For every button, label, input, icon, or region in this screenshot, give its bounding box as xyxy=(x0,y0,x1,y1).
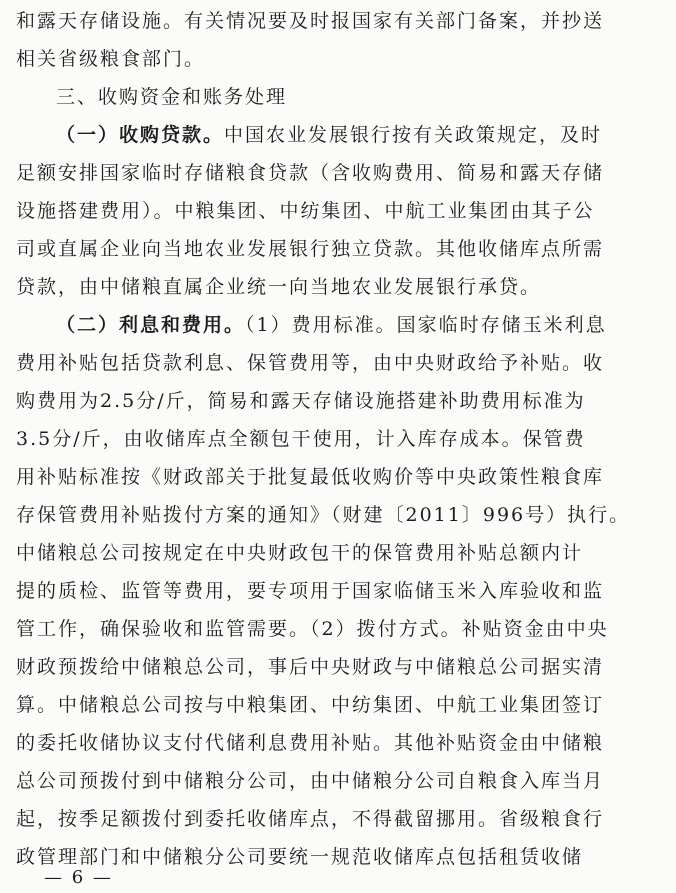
paragraph-line xyxy=(56,308,656,342)
text-line: 存保管费用补贴拨付方案的通知》（财建〔2011〕996号）执行。 xyxy=(16,504,631,526)
subsection-heading: （二）利息和费用。 xyxy=(56,314,246,336)
text-line: 贷款，由中储粮直属企业统一向当地农业发展银行承贷。 xyxy=(16,276,542,298)
page-number: — 6 — xyxy=(44,867,113,888)
text-line: 设施搭建费用）。中粮集团、中纺集团、中航工业集团由其子公 xyxy=(16,200,595,222)
text-line: 和露天存储设施。有关情况要及时报国家有关部门备案，并抄送 xyxy=(16,10,605,32)
text-line: 3.5分/斤，由收储库点全额包干使用，计入库存成本。保管费 xyxy=(16,428,586,450)
text-line: 司或直属企业向当地农业发展银行独立贷款。其他收储库点所需 xyxy=(16,238,605,260)
text-line: 算。中储粮总公司按与中粮集团、中纺集团、中航工业集团签订 xyxy=(16,694,605,716)
text-line: 用补贴标准按《财政部关于批复最低收购价等中央政策性粮食库 xyxy=(16,466,605,488)
section-heading: 三、收购资金和账务处理 xyxy=(56,86,288,108)
text-line: 起，按季足额拨付到委托收储库点，不得截留挪用。省级粮食行 xyxy=(16,808,605,830)
text-line: 相关省级粮食部门。 xyxy=(16,48,206,70)
paragraph-line xyxy=(56,118,656,152)
text-line: 提的质检、监管等费用，要专项用于国家临储玉米入库验收和监 xyxy=(16,580,605,602)
text-line: 中储粮总公司按规定在中央财政包干的保管费用补贴总额内计 xyxy=(16,542,584,564)
text-line: 购费用为2.5分/斤，简易和露天存储设施搭建补助费用标准为 xyxy=(16,390,586,412)
text-line: 足额安排国家临时存储粮食贷款（含收购费用、简易和露天存储 xyxy=(16,162,605,184)
text-line: 政管理部门和中储粮分公司要统一规范收储库点包括租赁收储 xyxy=(16,846,584,868)
subsection-heading: （一）收购贷款。 xyxy=(56,124,225,146)
paragraph-text: 中国农业发展银行按有关政策规定，及时 xyxy=(224,124,603,146)
text-line: 费用补贴包括贷款利息、保管费用等，由中央财政给予补贴。收 xyxy=(16,352,605,374)
text-line: 总公司预拨付到中储粮分公司，由中储粮分公司自粮食入库当月 xyxy=(16,770,605,792)
text-line: 管工作，确保验收和监管需要。（2）拨付方式。补贴资金由中央 xyxy=(16,618,609,640)
text-line: 财政预拨给中储粮总公司，事后中央财政与中储粮总公司据实清 xyxy=(16,656,605,678)
paragraph-text: （1）费用标准。国家临时存储玉米利息 xyxy=(245,314,607,336)
text-line: 的委托收储协议支付代储利息费用补贴。其他补贴资金由中储粮 xyxy=(16,732,605,754)
